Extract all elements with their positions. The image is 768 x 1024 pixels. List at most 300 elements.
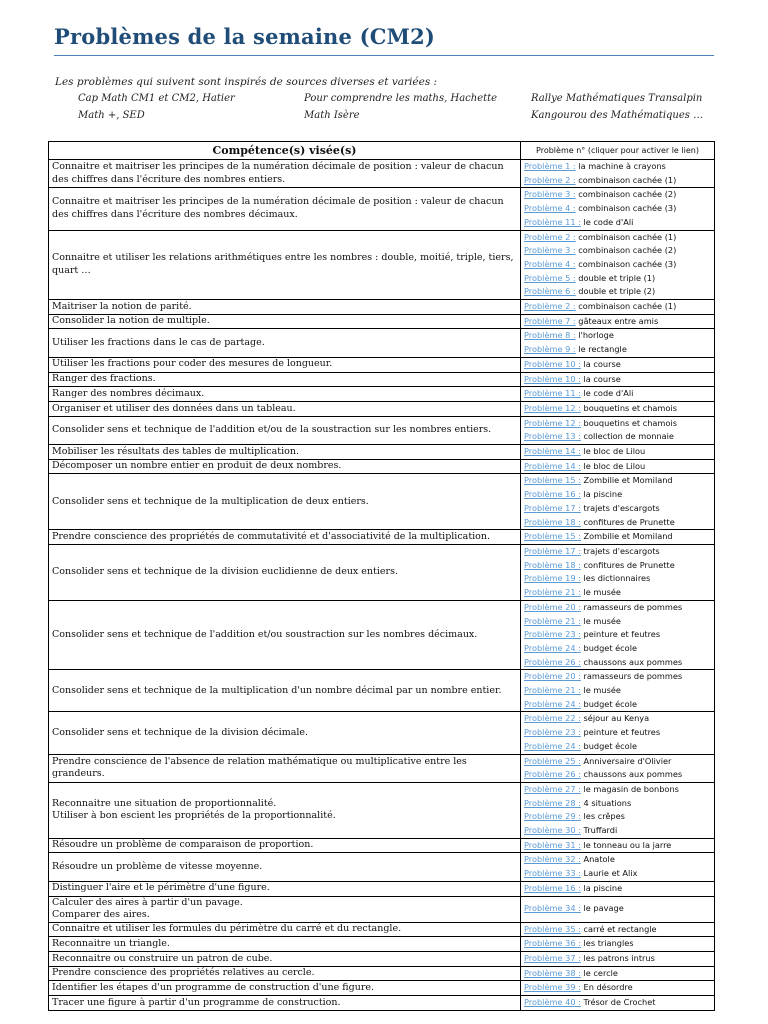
table-row [49, 782, 715, 838]
problem-link[interactable]: Problème 14 : [524, 460, 581, 471]
table-row [49, 754, 715, 782]
problem-title: gâteaux entre amis [578, 315, 659, 326]
problem-link[interactable]: Problème 26 : [524, 769, 581, 780]
problem-link[interactable]: Problème 7 : [524, 315, 576, 326]
problem-link[interactable]: Problème 27 : [524, 783, 581, 794]
problem-entry [524, 430, 711, 444]
problems-cell [521, 372, 715, 387]
problems-cell [521, 712, 715, 754]
table-row [49, 230, 715, 300]
problem-link[interactable]: Problème 12 : [524, 402, 581, 413]
problem-link[interactable]: Problème 30 : [524, 825, 581, 836]
problem-title: En désordre [583, 982, 633, 993]
problem-title: budget école [583, 698, 638, 709]
competence-text: Prendre conscience de l'absence de relation mathématique ou multiplicative entre les grandeurs. [52, 755, 467, 780]
competence-cell [49, 445, 521, 460]
problem-link[interactable]: Problème 24 : [524, 740, 581, 751]
table-row [49, 600, 715, 670]
competence-text: Consolider sens et technique de la multiplication de deux entiers. [52, 495, 369, 507]
problems-cell [521, 896, 715, 922]
problem-entry [524, 684, 711, 698]
problems-cell [521, 160, 715, 188]
competence-cell [49, 838, 521, 853]
problems-cell [521, 530, 715, 545]
problem-title: peinture et feutres [583, 629, 661, 640]
problem-title: le musée [583, 587, 621, 598]
table-row [49, 387, 715, 402]
problem-link[interactable]: Problème 31 : [524, 839, 581, 850]
source-item: Pour comprendre les maths, Hachette [304, 93, 498, 104]
competence-cell [49, 230, 521, 300]
competence-cell [49, 996, 521, 1011]
table-row [49, 922, 715, 937]
competence-text: Comparer des aires. [52, 909, 150, 921]
problems-cell [521, 951, 715, 966]
problem-title: Zombilie et Momiland [583, 475, 673, 486]
competence-cell [49, 881, 521, 896]
problem-title: la course [583, 373, 621, 384]
problem-title: combinaison cachée (3) [578, 258, 677, 269]
table-row [49, 459, 715, 474]
problems-cell [521, 544, 715, 600]
problem-entry [524, 188, 711, 202]
problem-entry [524, 285, 711, 299]
problem-entry [524, 373, 711, 387]
problem-title: Anatole [583, 854, 615, 865]
problem-entry [524, 387, 711, 401]
problem-title: le tonneau ou la jarre [583, 839, 672, 850]
table-row [49, 160, 715, 188]
competence-cell [49, 387, 521, 402]
table-row [49, 712, 715, 754]
problem-entry [524, 712, 711, 726]
competence-text: Consolider sens et technique de l'addition et/ou de la soustraction sur les nombres entiers. [52, 424, 492, 436]
problem-title: double et triple (2) [578, 286, 656, 297]
competence-text: Reconnaitre une situation de proportionnalité. [52, 797, 277, 809]
problem-title: le code d'Ali [583, 388, 634, 399]
table-row [49, 401, 715, 416]
problem-title: combinaison cachée (3) [578, 203, 677, 214]
problem-title: le bloc de Lilou [583, 446, 646, 457]
problem-title: combinaison cachée (1) [578, 231, 677, 242]
competence-text: Consolider sens et technique de la division euclidienne de deux entiers. [52, 566, 398, 578]
source-item: Rallye Mathématiques Transalpin [531, 93, 703, 104]
competences-table [48, 141, 715, 1011]
problem-link[interactable]: Problème 23 : [524, 629, 581, 640]
problem-entry [524, 797, 711, 811]
problem-link[interactable]: Problème 4 : [524, 258, 576, 269]
problem-entry [524, 642, 711, 656]
problem-link[interactable]: Problème 2 : [524, 174, 576, 185]
problem-link[interactable]: Problème 15 : [524, 531, 581, 542]
problem-title: ramasseurs de pommes [583, 601, 683, 612]
problem-title: budget école [583, 740, 638, 751]
competence-cell [49, 782, 521, 838]
table-row [49, 951, 715, 966]
header-probleme: Problème n° (cliquer pour activer le lien) [521, 142, 715, 160]
table-row [49, 896, 715, 922]
problem-link[interactable]: Problème 21 : [524, 685, 581, 696]
problem-link[interactable]: Problème 23 : [524, 727, 581, 738]
problem-title: carré et rectangle [583, 923, 657, 934]
table-header-row [49, 142, 715, 160]
problem-entry [524, 628, 711, 642]
problem-entry [524, 726, 711, 740]
problem-link[interactable]: Problème 4 : [524, 203, 576, 214]
problem-entry [524, 670, 711, 684]
table-row [49, 445, 715, 460]
problem-title: peinture et feutres [583, 727, 661, 738]
competence-cell [49, 160, 521, 188]
problems-cell [521, 459, 715, 474]
problem-entry [524, 216, 711, 230]
problems-cell [521, 922, 715, 937]
competence-text: Utiliser les fractions pour coder des mesures de longueur. [52, 358, 333, 370]
problem-entry [524, 160, 711, 174]
problem-link[interactable]: Problème 33 : [524, 868, 581, 879]
problem-title: Trésor de Crochet [583, 997, 656, 1008]
problems-cell [521, 387, 715, 402]
problem-link[interactable]: Problème 20 : [524, 601, 581, 612]
problem-title: combinaison cachée (1) [578, 301, 677, 312]
problem-link[interactable]: Problème 5 : [524, 272, 576, 283]
competence-cell [49, 853, 521, 881]
problem-title: combinaison cachée (2) [578, 189, 677, 200]
problem-link[interactable]: Problème 20 : [524, 671, 581, 682]
problem-link[interactable]: Problème 25 : [524, 755, 581, 766]
source-item: Cap Math CM1 et CM2, Hatier [78, 93, 235, 104]
competence-text: Utiliser les fractions dans le cas de partage. [52, 336, 265, 348]
problems-cell [521, 981, 715, 996]
problem-title: le cercle [583, 967, 618, 978]
problems-cell [521, 300, 715, 315]
problem-link[interactable]: Problème 15 : [524, 475, 581, 486]
problem-entry [524, 174, 711, 188]
problem-title: le musée [583, 685, 621, 696]
table-row [49, 416, 715, 444]
competence-text: Ranger des fractions. [52, 373, 156, 385]
problem-entry [524, 902, 711, 916]
problem-title: le pavage [583, 903, 624, 914]
competence-cell [49, 416, 521, 444]
table-row [49, 357, 715, 372]
problem-entry [524, 867, 711, 881]
problem-entry [524, 586, 711, 600]
problem-entry [524, 530, 711, 544]
problem-link[interactable]: Problème 37 : [524, 952, 581, 963]
title-underline [54, 55, 714, 56]
problem-title: le magasin de bonbons [583, 783, 679, 794]
table-row [49, 300, 715, 315]
competence-text: Consolider sens et technique de la division décimale. [52, 726, 309, 738]
problem-link[interactable]: Problème 16 : [524, 489, 581, 500]
header-competence: Compétence(s) visée(s) [49, 142, 521, 160]
competence-text: Mobiliser les résultats des tables de multiplication. [52, 445, 299, 457]
competence-cell [49, 459, 521, 474]
problem-entry [524, 824, 711, 838]
problem-link[interactable]: Problème 39 : [524, 982, 581, 993]
competence-text: Reconnaitre ou construire un patron de cube. [52, 952, 273, 964]
competence-cell [49, 372, 521, 387]
problem-link[interactable]: Problème 18 : [524, 559, 581, 570]
competence-text: Consolider sens et technique de la multiplication d'un nombre décimal par un nombre entier. [52, 684, 502, 696]
problem-entry [524, 923, 711, 937]
problem-link[interactable]: Problème 3 : [524, 189, 576, 200]
competence-cell [49, 670, 521, 712]
problem-title: Zombilie et Momiland [583, 531, 673, 542]
problem-link[interactable]: Problème 2 : [524, 231, 576, 242]
competence-cell [49, 754, 521, 782]
table-row [49, 372, 715, 387]
competence-cell [49, 314, 521, 329]
problems-cell [521, 314, 715, 329]
table-row [49, 881, 715, 896]
competence-cell [49, 951, 521, 966]
problem-link[interactable]: Problème 16 : [524, 882, 581, 893]
problem-entry [524, 559, 711, 573]
problem-link[interactable]: Problème 8 : [524, 330, 576, 341]
problem-entry [524, 981, 711, 995]
problem-link[interactable]: Problème 26 : [524, 656, 581, 667]
problem-entry [524, 882, 711, 896]
problems-cell [521, 416, 715, 444]
problem-link[interactable]: Problème 24 : [524, 642, 581, 653]
problem-link[interactable]: Problème 17 : [524, 502, 581, 513]
problems-cell [521, 782, 715, 838]
problem-title: budget école [583, 642, 638, 653]
problem-link[interactable]: Problème 24 : [524, 698, 581, 709]
problem-link[interactable]: Problème 34 : [524, 903, 581, 914]
competence-text: Connaitre et utiliser les relations arithmétiques entre les nombres : double, moitié, triple, tiers, quart … [52, 252, 514, 276]
competence-cell [49, 357, 521, 372]
problem-link[interactable]: Problème 36 : [524, 938, 581, 949]
competence-cell [49, 188, 521, 230]
competence-cell [49, 401, 521, 416]
table-row [49, 329, 715, 357]
competence-text: Maitriser la notion de parité. [52, 300, 192, 312]
problems-cell [521, 230, 715, 300]
competence-cell [49, 922, 521, 937]
problem-title: les dictionnaires [583, 573, 651, 584]
competence-text: Ranger des nombres décimaux. [52, 387, 205, 399]
problem-entry [524, 937, 711, 951]
table-row [49, 996, 715, 1011]
problem-entry [524, 755, 711, 769]
competence-text: Décomposer un nombre entier en produit de deux nombres. [52, 460, 342, 472]
problem-link[interactable]: Problème 40 : [524, 997, 581, 1008]
problem-link[interactable]: Problème 11 : [524, 216, 581, 227]
problem-entry [524, 967, 711, 981]
problem-entry [524, 839, 711, 853]
problem-link[interactable]: Problème 14 : [524, 446, 581, 457]
problem-entry [524, 740, 711, 754]
problem-entry [524, 698, 711, 712]
problem-link[interactable]: Problème 1 : [524, 161, 576, 171]
competence-text: Prendre conscience des propriétés relatives au cercle. [52, 967, 315, 979]
problems-cell [521, 838, 715, 853]
problem-link[interactable]: Problème 19 : [524, 573, 581, 584]
problem-entry [524, 768, 711, 782]
table-row [49, 670, 715, 712]
problem-entry [524, 402, 711, 416]
problem-title: les triangles [583, 938, 634, 949]
sources-intro: Les problèmes qui suivent sont inspirés de sources diverses et variées : [55, 76, 438, 88]
problem-title: trajets d'escargots [583, 545, 660, 556]
problem-title: le musée [583, 615, 621, 626]
competence-cell [49, 329, 521, 357]
problem-entry [524, 853, 711, 867]
problem-link[interactable]: Problème 9 : [524, 344, 576, 355]
problem-title: double et triple (1) [578, 272, 656, 283]
competence-text: Résoudre un problème de comparaison de proportion. [52, 839, 314, 851]
problem-title: la course [583, 358, 621, 369]
competence-text: Consolider sens et technique de l'addition et/ou soustraction sur les nombres décimaux. [52, 628, 478, 640]
page-title: Problèmes de la semaine (CM2) [54, 24, 436, 49]
problem-title: le code d'Ali [583, 216, 634, 227]
table-row [49, 544, 715, 600]
competence-cell [49, 896, 521, 922]
problems-cell [521, 670, 715, 712]
table-row [49, 188, 715, 230]
problem-title: ramasseurs de pommes [583, 671, 683, 682]
problem-entry [524, 272, 711, 286]
problem-title: bouquetins et chamois [583, 402, 677, 413]
problem-link[interactable]: Problème 21 : [524, 615, 581, 626]
problem-title: combinaison cachée (2) [578, 245, 677, 256]
problem-title: le bloc de Lilou [583, 460, 646, 471]
table-row [49, 981, 715, 996]
problems-cell [521, 188, 715, 230]
competence-text: Tracer une figure à partir d'un programme de construction. [52, 996, 341, 1008]
problem-link[interactable]: Problème 18 : [524, 516, 581, 527]
problem-entry [524, 258, 711, 272]
source-item: Math Isère [304, 110, 360, 121]
problem-title: Truffardi [583, 825, 618, 836]
problem-link[interactable]: Problème 28 : [524, 797, 581, 808]
problem-title: chaussons aux pommes [583, 656, 683, 667]
competence-text: Organiser et utiliser des données dans un tableau. [52, 402, 296, 414]
competence-text: Reconnaitre un triangle. [52, 937, 170, 949]
problems-cell [521, 329, 715, 357]
table-row [49, 314, 715, 329]
problem-link[interactable]: Problème 38 : [524, 967, 581, 978]
problem-title: la machine à crayons [578, 161, 666, 171]
problem-link[interactable]: Problème 17 : [524, 545, 581, 556]
problem-title: la piscine [583, 882, 623, 893]
competence-text: Connaitre et maitriser les principes de la numération décimale de position : valeur de chacun des chiffres dans l'écriture des nombres décimaux. [52, 196, 504, 220]
table-row [49, 530, 715, 545]
problem-title: 4 situations [583, 797, 632, 808]
problem-title: la piscine [583, 489, 623, 500]
competence-text: Identifier les étapes d'un programme de construction d'une figure. [52, 981, 375, 993]
problem-title: Anniversaire d'Olivier [583, 755, 672, 766]
problem-link[interactable]: Problème 32 : [524, 854, 581, 865]
table-row [49, 966, 715, 981]
problem-link[interactable]: Problème 6 : [524, 286, 576, 297]
problems-cell [521, 966, 715, 981]
problem-title: les crêpes [583, 811, 625, 822]
competence-cell [49, 474, 521, 530]
problems-cell [521, 445, 715, 460]
problem-entry [524, 615, 711, 629]
competence-text: Résoudre un problème de vitesse moyenne. [52, 860, 263, 872]
problem-link[interactable]: Problème 13 : [524, 431, 581, 442]
problem-entry [524, 572, 711, 586]
problem-entry [524, 502, 711, 516]
problem-entry [524, 545, 711, 559]
competence-cell [49, 600, 521, 670]
problem-entry [524, 445, 711, 459]
problem-entry [524, 202, 711, 216]
problem-link[interactable]: Problème 2 : [524, 301, 576, 312]
problem-entry [524, 244, 711, 258]
competence-text: Connaitre et maitriser les principes de la numération décimale de position : valeur de chacun des chiffres dans l'écriture des nombres entiers. [52, 161, 504, 185]
problem-title: Laurie et Alix [583, 868, 638, 879]
table-body [49, 160, 715, 1011]
problems-cell [521, 937, 715, 952]
problem-title: le rectangle [578, 344, 627, 355]
competence-text: Consolider la notion de multiple. [52, 315, 210, 327]
competence-text: Calculer des aires à partir d'un pavage. [52, 896, 243, 908]
problem-entry [524, 315, 711, 329]
competence-text: Prendre conscience des propriétés de commutativité et d'associativité de la multiplication. [52, 530, 491, 542]
competence-cell [49, 981, 521, 996]
problem-entry [524, 474, 711, 488]
problem-link[interactable]: Problème 22 : [524, 713, 581, 724]
source-item: Kangourou des Mathématiques … [531, 110, 704, 121]
competence-cell [49, 300, 521, 315]
problem-link[interactable]: Problème 11 : [524, 388, 581, 399]
problem-title: chaussons aux pommes [583, 769, 683, 780]
problem-title: confitures de Prunette [583, 559, 675, 570]
problems-cell [521, 357, 715, 372]
problems-cell [521, 600, 715, 670]
problem-entry [524, 329, 711, 343]
problem-link[interactable]: Problème 35 : [524, 923, 581, 934]
problem-link[interactable]: Problème 12 : [524, 417, 581, 428]
problem-link[interactable]: Problème 21 : [524, 587, 581, 598]
problem-title: confitures de Prunette [583, 516, 675, 527]
problem-title: séjour au Kenya [583, 713, 650, 724]
competence-cell [49, 712, 521, 754]
problem-entry [524, 810, 711, 824]
problem-link[interactable]: Problème 3 : [524, 245, 576, 256]
problem-title: l'horloge [578, 330, 614, 341]
problems-cell [521, 401, 715, 416]
problem-link[interactable]: Problème 10 : [524, 373, 581, 384]
competence-cell [49, 937, 521, 952]
problem-link[interactable]: Problème 29 : [524, 811, 581, 822]
problem-title: combinaison cachée (1) [578, 174, 677, 185]
problems-cell [521, 754, 715, 782]
table-row [49, 474, 715, 530]
problem-entry [524, 460, 711, 474]
problem-entry [524, 417, 711, 431]
competence-text: Distinguer l'aire et le périmètre d'une figure. [52, 882, 270, 894]
source-item: Math +, SED [78, 110, 145, 121]
problem-entry [524, 343, 711, 357]
problem-entry [524, 656, 711, 670]
competence-text: Utiliser à bon escient les propriétés de la proportionnalité. [52, 810, 336, 822]
problem-title: collection de monnaie [583, 431, 674, 442]
competence-cell [49, 530, 521, 545]
problem-entry [524, 601, 711, 615]
problem-title: trajets d'escargots [583, 502, 660, 513]
problem-title: bouquetins et chamois [583, 417, 677, 428]
problems-cell [521, 881, 715, 896]
problem-link[interactable]: Problème 10 : [524, 358, 581, 369]
problem-title: les patrons intrus [583, 952, 655, 963]
